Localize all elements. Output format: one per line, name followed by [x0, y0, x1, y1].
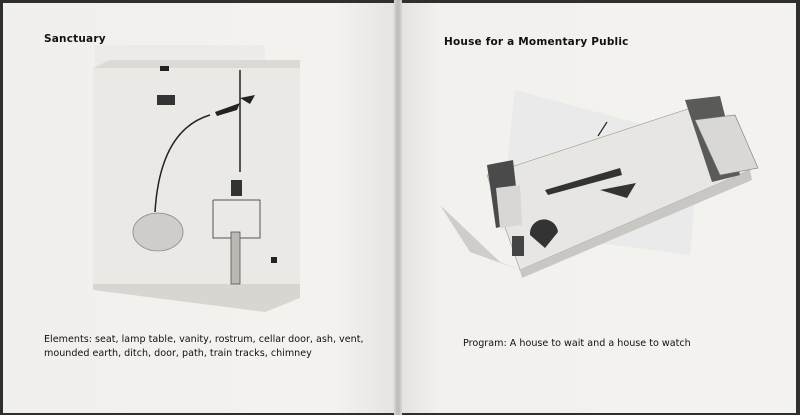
right-page-caption: Program: A house to wait and a house to watch: [463, 338, 691, 349]
sanctuary-model-photo: [93, 60, 300, 312]
left-page-caption: Elements: seat, lamp table, vanity, rostrum, cellar door, ash, vent, mounded earth, ditch, door, path, train tracks, chimney: [44, 334, 364, 359]
right-page-title: House for a Momentary Public: [444, 36, 629, 48]
left-page-title: Sanctuary: [44, 33, 106, 45]
